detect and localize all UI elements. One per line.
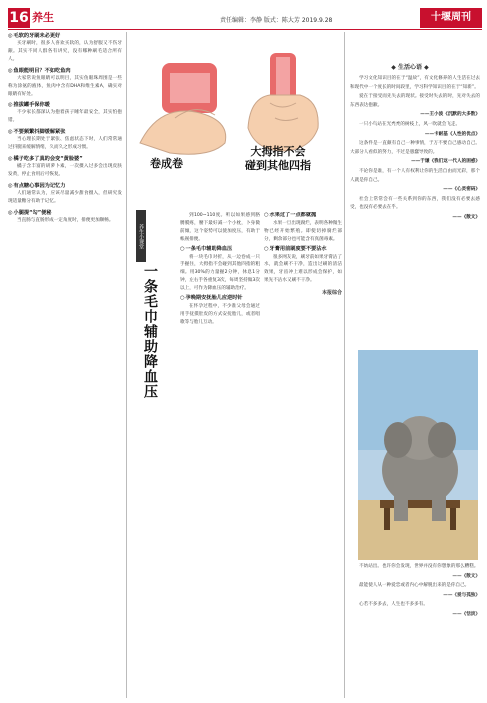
section-title: 养生 bbox=[32, 11, 54, 24]
short-article bbox=[8, 32, 122, 64]
subsection-heading: ○ 一条毛巾辅助降血压 bbox=[180, 246, 260, 254]
subsection-body: 将一块毛巾对折，从一边卷成一只手握住，大拇指不会碰到其他四指的粗细。用30%的力量握2分钟，休息1分钟，左右手各重复3次，每周坚持做3次以上，可作为降血压的辅助治疗。 bbox=[180, 254, 260, 292]
illustration-caption-left: 卷成卷 bbox=[150, 157, 183, 170]
column-divider bbox=[344, 32, 345, 698]
brand-logo: 十堰周刊 bbox=[420, 8, 482, 28]
left-column bbox=[8, 32, 122, 700]
short-article bbox=[8, 67, 122, 99]
elephant-on-bench-photo bbox=[358, 350, 478, 560]
quote-source: ——王小波《沉默的大多数》 bbox=[420, 112, 480, 118]
quote-source: ——《散文》 bbox=[452, 214, 480, 220]
caption-line-1: 大拇指不会 bbox=[250, 145, 306, 158]
quote-text: 一只小鸟站在光秃秃的树枝上，风一吹就会飞走。 bbox=[359, 121, 461, 127]
editor-credits: 责任编辑：李静 版式：陈大芳 2019.9.28 bbox=[220, 17, 333, 24]
short-article-heading: ◎ 小腿提“勾”便秘 bbox=[8, 209, 122, 217]
sidebar-title: ◆ 生活心语 ◆ bbox=[391, 64, 429, 71]
hand-gripping-towel-icon bbox=[248, 53, 318, 151]
short-article-heading: ◎ 不要频繁抖脚缓解紧张 bbox=[8, 128, 122, 136]
subsection-body: 到100~110度。听以如果感到胳膊膜疼，腰下最好减一个小枕，卜身微前倾，这个姿势可以使加度压，有助于帐剐排便。 bbox=[180, 213, 260, 242]
subsection-heading: ○ 水果过了一点都就抛 bbox=[264, 212, 342, 220]
middle-column-2 bbox=[264, 212, 342, 700]
quote-source: ——于谦《我们这一代人的困惑》 bbox=[411, 159, 480, 165]
short-article bbox=[8, 182, 122, 206]
short-article bbox=[8, 155, 122, 179]
header-rule bbox=[8, 29, 482, 30]
quote-text: 这条件是一直颇有自己一种事情，于万不要自己感动自己。大部分人看似的努力，不过是愚蠢导致的。 bbox=[350, 141, 480, 155]
article-tag: 养生小课堂 bbox=[136, 210, 146, 262]
subsection-heading: ○ 牙膏用前刷度要不要沾水 bbox=[264, 246, 342, 254]
page-header bbox=[0, 0, 487, 30]
article-source: 本报综合 bbox=[321, 290, 342, 297]
sidebar-title-text: 生活心语 bbox=[397, 64, 422, 71]
subsection-body: 很多网友说，刷牙前如果牙膏沾了水，就会刷不干净，造出过刷的清洁效果，牙齿冲上难以形成会保护，如果先不沾水又刷不干净。 bbox=[264, 254, 342, 284]
short-article bbox=[8, 209, 122, 225]
caption-line-2: 碰到其他四指 bbox=[245, 159, 311, 172]
quote-source: ——《散文》 bbox=[452, 573, 480, 579]
short-article-body: 橘子含丰富的胡萝卜素，一次摄入过多会出现皮肤发黄，停止食用后可恢复。 bbox=[8, 164, 122, 177]
short-article-heading: ◎ 推拔罐手保你暖 bbox=[8, 101, 122, 109]
short-article bbox=[8, 101, 122, 125]
short-article-body: 人们通常认为，应该尽量减少甜食摄入，但研究发现适量糖分有助于记忆。 bbox=[8, 190, 122, 204]
quote-source: ——《恬淡》 bbox=[452, 611, 480, 617]
column-divider bbox=[126, 32, 127, 698]
short-article-heading: ◎ 有点糖心事因为记忆力 bbox=[8, 182, 122, 190]
middle-column-1 bbox=[180, 212, 260, 700]
quote-source: ——《心灵密码》 bbox=[443, 187, 480, 193]
short-article-heading: ◎ 橘子吃多了真的会变“黄脸婆” bbox=[8, 155, 122, 163]
short-article-body: 不少家长都深认为抱着孩子睡年最安全，其实怕抱错。 bbox=[8, 110, 122, 124]
towel-illustration bbox=[130, 33, 340, 208]
quote-source: ——卡耐基《人性的优点》 bbox=[424, 131, 480, 137]
short-article-heading: ◎ 鱼眼能明目？不如吃鱼肉 bbox=[8, 67, 122, 75]
short-article-body: 大家常说鱼眼睛可以明目，其实鱼眼珠周围是一些称为涂氨的液体，鱼肉中含有DHA和维生素A，确实对眼睛有好处。 bbox=[8, 75, 122, 97]
subsection-heading: ○ 孕晚期安抚胎儿应逆时针 bbox=[180, 295, 260, 303]
quote-source: ——《爱与孤独》 bbox=[443, 592, 480, 598]
short-article-body: 当心理长期处于紧张、焦虑状态下时，人们常常通过抖腿来缓解情绪，久而久之形成习惯。 bbox=[8, 137, 122, 151]
page-number: 16 bbox=[9, 10, 29, 26]
quote-text: 爱在于接受而先失去的现状。接受时失去的时，先对失去的东西表达抱歉。 bbox=[350, 94, 480, 108]
short-article-heading: ◎ 毛软的牙刷未必更好 bbox=[8, 32, 122, 40]
short-article-body: 当直肠与直肠形成一定角度时，排便更加顺畅。 bbox=[17, 217, 114, 223]
quote-text: 最能使人从一种爱恋或者内心中解脱出来的是你自己。 bbox=[359, 583, 470, 589]
subsection-body: 水果一旦出现腐烂，表明各种微生物已经开始繁殖。即使切掉腐烂部分，剩余部分也可能含有真菌毒素。 bbox=[264, 220, 342, 242]
quote-text: 不论你是谁，有一个人有权利让你的生活自由而光彩，那个人就是你自己。 bbox=[350, 168, 480, 183]
quote-text: 社会上常常会有一些关系到你的东西，我们没有必要去感受，也没有必要去在乎。 bbox=[350, 196, 480, 211]
quotes-block bbox=[350, 75, 480, 343]
subsection-body: 在怀孕过程中，不少准父母会通过用手抚摸肚皮的方式安抚胎儿，或者唱歌等与胎儿互动。 bbox=[180, 303, 260, 325]
quote-text: 学习文化知识目的在于“温故”，有文化修养的人生活在过去和现代中一个度长的时间段里，学习科学知识目的在于“知新”。 bbox=[350, 76, 480, 90]
quote-text: 不妨站出。也许你会发现，世界并没有你想象的那么糟糕。 bbox=[359, 564, 479, 569]
short-article bbox=[8, 128, 122, 152]
quotes-block-2 bbox=[350, 563, 480, 701]
hand-rolling-towel-icon bbox=[140, 63, 226, 154]
short-article-body: 买牙刷时，很多人喜欢买软的，认为舒服又不伤牙龈。其实不同人群各有讲究，没有哪种刷毛适合所有人。 bbox=[8, 41, 122, 62]
quote-text: 心若不多多去，人生也不多多有。 bbox=[359, 602, 428, 608]
article-title: 一条毛巾辅助降血压 bbox=[142, 264, 158, 399]
illustration-caption-right bbox=[228, 145, 328, 173]
